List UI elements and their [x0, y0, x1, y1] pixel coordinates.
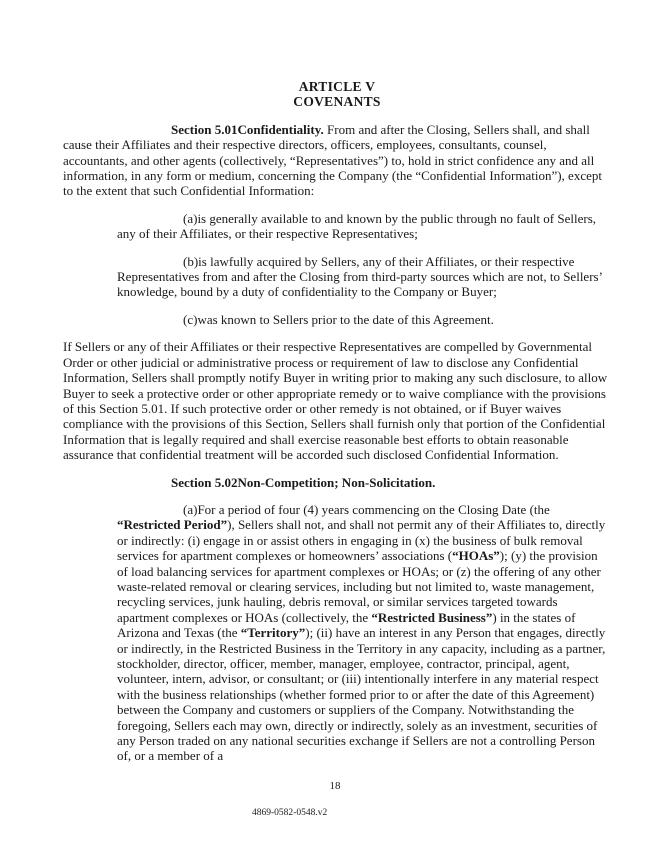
clause-501-b — [117, 254, 611, 300]
section-501-body-text: From and after the Closing, Sellers shall, and shall cause their Affiliates and their respective directors, officers, employees, consultants, counsel, accountants, and other agents (collectively, “Representatives”) to, hold in strict confidence any and all information, in any form or medium, concerning the Company (the “Confidential Information”), except to the extent that such Confidential Information: — [63, 121, 602, 199]
defined-term-restricted-business: “Restricted Business” — [371, 609, 493, 625]
section-502-title: Non-Competition; Non-Solicitation. — [237, 474, 436, 490]
document-content — [63, 79, 611, 764]
section-502-label: Section 5.02 — [171, 474, 238, 490]
defined-term-restricted-period: “Restricted Period” — [117, 517, 228, 533]
clause-501-b-label: (b) — [183, 253, 199, 269]
article-number: ARTICLE V — [298, 79, 376, 94]
clause-502-a-run-2: ), Sellers shall not, and shall not permit any of their Affiliates to, directly or indirectly: (i) engage in or assist others in engaging in (x) the business of bulk removal services for apartment complexes or homeowners’ associations ( — [117, 517, 606, 564]
clause-502-a-run-4: ); (y) the provision of load balancing services for apartment complexes or HOAs; or (z) the offering of any other waste-related removal or clearing services, including but not limited to, waste management, recycling services, junk hauling, debris removal, or similar services targeted towards apartment complexes or HOAs (collectively, the — [117, 548, 601, 625]
section-501-label: Section 5.01 — [171, 121, 238, 137]
clause-502-a-label: (a) — [183, 501, 198, 517]
defined-term-hoas: “HOAs” — [452, 548, 500, 564]
clause-502-a — [117, 502, 611, 764]
clause-502-a-run-6: ) in the states of Arizona and Texas (the — [117, 609, 576, 641]
page-number: 18 — [329, 780, 341, 792]
section-501-paragraph — [63, 122, 611, 199]
clause-502-a-run-8: ); (ii) have an interest in any Person that engages, directly or indirectly, in the Restricted Business in the Territory in any capacity, including as a partner, stockholder, director, officer, member, manager, employee, contractor, principal, agent, volunteer, intern, advisor, or consultant; or (iii) intentionally interfere in any material respect with the business relationships (whether formed prior to or after the date of this Agreement) between the Company and customers or suppliers of the Company. Notwithstanding the foregoing, Sellers each may own, directly or indirectly, solely as an investment, securities of any Person traded on any national securities exchange if Sellers are not a controlling Person of, or a member of a — [117, 625, 606, 764]
section-501-closing-paragraph: If Sellers or any of their Affiliates or their respective Representatives are compelled by Governmental Order or other judicial or administrative process or requirement of law to disclose any Confidential Information, Sellers shall promptly notify Buyer in writing prior to making any such disclosure, to allow Buyer to seek a protective order or other appropriate remedy or to waive compliance with the provisions of this Section 5.01. If such protective order or other remedy is not obtained, or if Buyer waives compliance with the provisions of this Section, Sellers shall furnish only that portion of the Confidential Information that is legally required and shall exercise reasonable best efforts to obtain reasonable assurance that confidential treatment will be accorded such disclosed Confidential Information. — [63, 339, 608, 463]
article-title: COVENANTS — [293, 94, 381, 110]
article-heading — [63, 79, 611, 110]
clause-501-c-text: was known to Sellers prior to the date of this Agreement. — [197, 311, 494, 327]
clause-501-c-label: (c) — [183, 311, 198, 327]
clause-501-a-text: is generally available to and known by the public through no fault of Sellers, any of their Affiliates, or their respective Representatives; — [117, 210, 597, 242]
document-id-footer: 4869-0582-0548.v2 — [252, 808, 328, 818]
clause-501-c — [117, 312, 611, 327]
clause-501-a-label: (a) — [183, 210, 198, 226]
section-501-title: Confidentiality. — [237, 121, 324, 137]
clause-501-a — [117, 211, 611, 242]
clause-502-a-run-0: For a period of four (4) years commencing on the Closing Date (the — [197, 501, 550, 517]
section-502-heading — [63, 475, 611, 490]
clause-501-b-text: is lawfully acquired by Sellers, any of their Affiliates, or their respective Representatives from and after the Closing from third-party sources which are not, to Sellers’ knowledge, bound by a duty of confidentiality to the Company or Buyer; — [117, 253, 602, 300]
defined-term-territory: “Territory” — [240, 625, 306, 641]
